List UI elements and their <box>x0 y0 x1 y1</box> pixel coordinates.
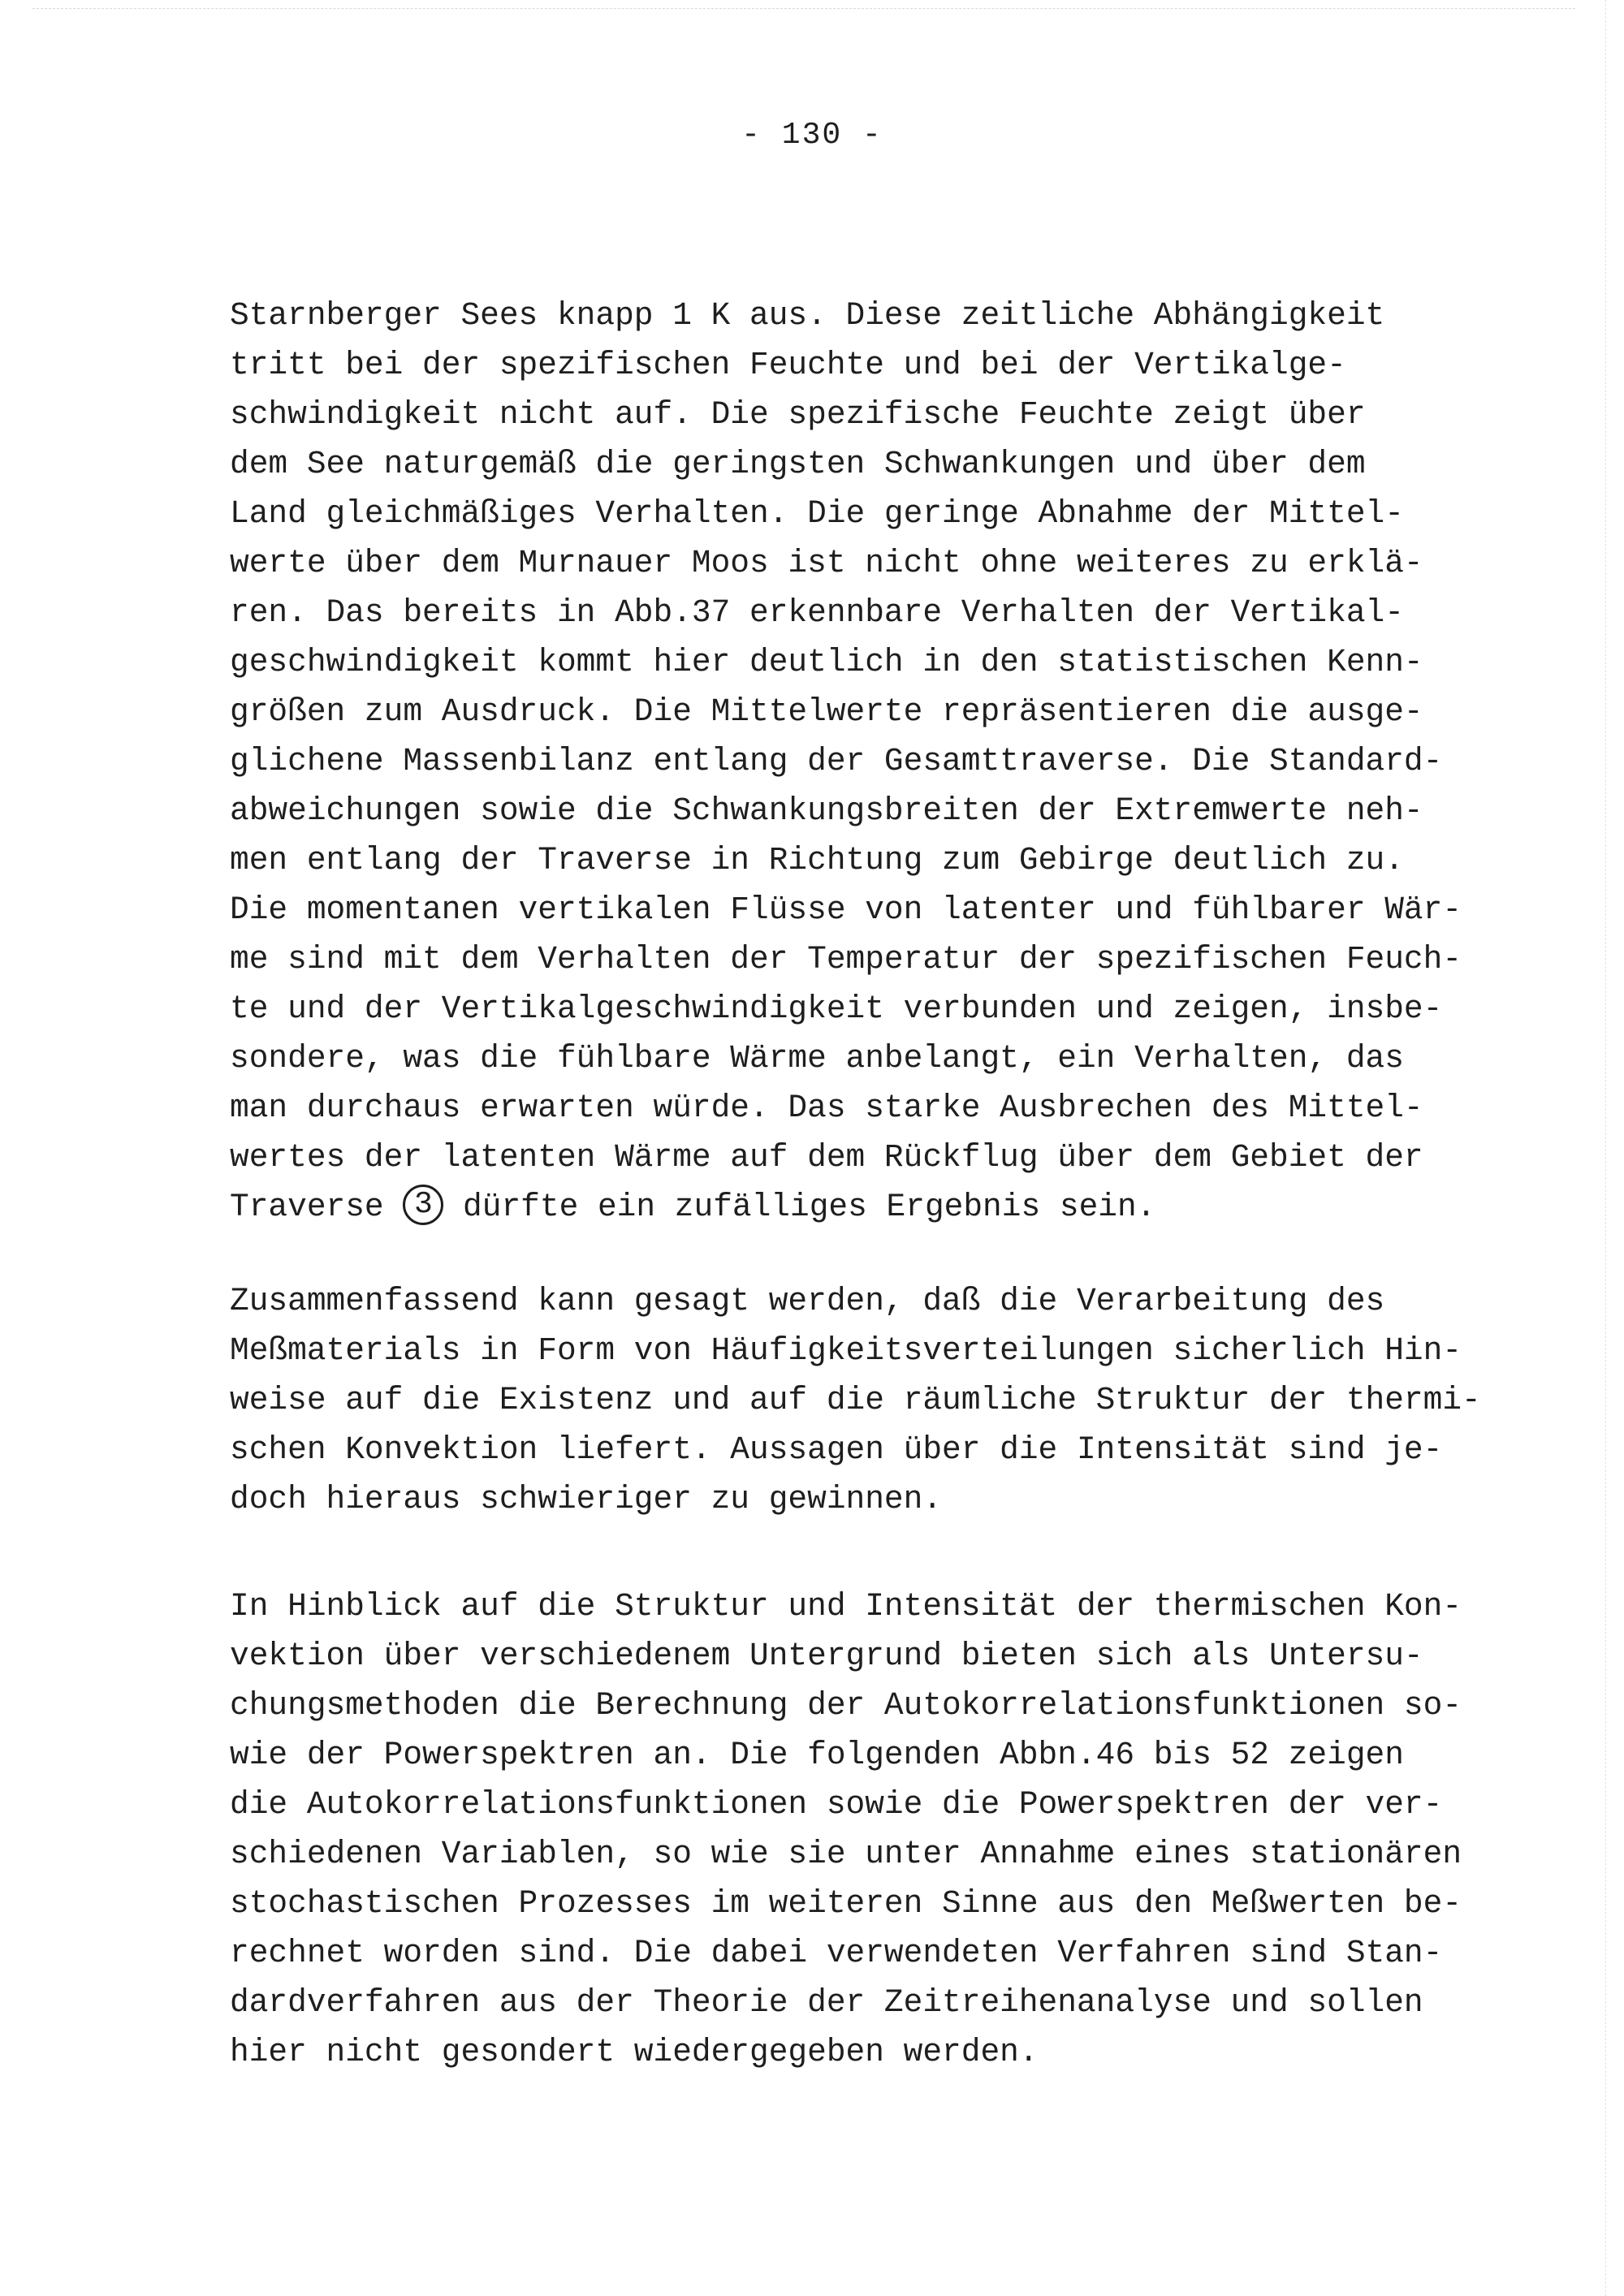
text-line: sondere, was die fühlbare Wärme anbelangt, ein Verhalten, das <box>230 1040 1404 1077</box>
text-fragment: Traverse <box>230 1189 404 1225</box>
paragraph-2 <box>230 1276 1513 1524</box>
text-line: weise auf die Existenz und auf die räumliche Struktur der thermi- <box>230 1382 1481 1418</box>
text-line: schwindigkeit nicht auf. Die spezifische Feuchte zeigt über <box>230 396 1366 433</box>
text-line: die Autokorrelationsfunktionen sowie die Powerspektren der ver- <box>230 1786 1443 1823</box>
text-line: Meßmaterials in Form von Häufigkeitsverteilungen sicherlich Hin- <box>230 1332 1462 1369</box>
text-line: vektion über verschiedenem Untergrund bieten sich als Untersu- <box>230 1638 1423 1674</box>
page-number: - 130 - <box>741 118 883 153</box>
text-line: wertes der latenten Wärme auf dem Rückflug über dem Gebiet der <box>230 1139 1423 1176</box>
text-fragment: dürfte ein zufälliges Ergebnis sein. <box>443 1189 1156 1225</box>
text-line: wie der Powerspektren an. Die folgenden Abbn.46 bis 52 zeigen <box>230 1737 1404 1773</box>
text-line: stochastischen Prozesses im weiteren Sinne aus den Meßwerten be- <box>230 1885 1462 1922</box>
text-line: te und der Vertikalgeschwindigkeit verbunden und zeigen, insbe- <box>230 990 1443 1027</box>
text-line: dardverfahren aus der Theorie der Zeitreihenanalyse und sollen <box>230 1984 1423 2021</box>
text-line: tritt bei der spezifischen Feuchte und bei der Vertikalge- <box>230 347 1346 383</box>
text-line: Zusammenfassend kann gesagt werden, daß die Verarbeitung des <box>230 1283 1385 1319</box>
text-line: doch hieraus schwieriger zu gewinnen. <box>230 1481 943 1517</box>
text-line: chungsmethoden die Berechnung der Autokorrelationsfunktionen so- <box>230 1687 1462 1724</box>
text-line: me sind mit dem Verhalten der Temperatur der spezifischen Feuch- <box>230 941 1462 978</box>
scan-edge-right <box>1605 0 1606 2296</box>
text-line: geschwindigkeit kommt hier deutlich in den statistischen Kenn- <box>230 644 1423 680</box>
text-line: Land gleichmäßiges Verhalten. Die geringe Abnahme der Mittel- <box>230 495 1404 532</box>
scan-edge-top <box>32 8 1575 9</box>
text-line: Die momentanen vertikalen Flüsse von latenter und fühlbarer Wär- <box>230 891 1462 928</box>
paragraph-1 <box>230 291 1513 1232</box>
text-line: In Hinblick auf die Struktur und Intensität der thermischen Kon- <box>230 1588 1462 1625</box>
text-line: schiedenen Variablen, so wie sie unter Annahme eines stationären <box>230 1836 1462 1872</box>
text-line: schen Konvektion liefert. Aussagen über die Intensität sind je- <box>230 1431 1443 1468</box>
text-line: men entlang der Traverse in Richtung zum Gebirge deutlich zu. <box>230 842 1404 878</box>
text-line: rechnet worden sind. Die dabei verwendeten Verfahren sind Stan- <box>230 1935 1443 1971</box>
text-line: glichene Massenbilanz entlang der Gesamttraverse. Die Standard- <box>230 743 1443 779</box>
text-line: man durchaus erwarten würde. Das starke Ausbrechen des Mittel- <box>230 1090 1423 1126</box>
text-line: dem See naturgemäß die geringsten Schwankungen und über dem <box>230 446 1366 482</box>
text-line: ren. Das bereits in Abb.37 erkennbare Verhalten der Vertikal- <box>230 594 1404 631</box>
paragraph-3 <box>230 1582 1513 2077</box>
text-line: werte über dem Murnauer Moos ist nicht ohne weiteres zu erklä- <box>230 545 1423 581</box>
text-line: Starnberger Sees knapp 1 K aus. Diese zeitliche Abhängigkeit <box>230 297 1385 334</box>
text-line: abweichungen sowie die Schwankungsbreiten der Extremwerte neh- <box>230 792 1423 829</box>
circled-number-marker: 3 <box>403 1185 443 1225</box>
text-line: hier nicht gesondert wiedergegeben werden. <box>230 2034 1039 2070</box>
text-line-last <box>230 1182 1513 1232</box>
text-line: größen zum Ausdruck. Die Mittelwerte repräsentieren die ausge- <box>230 693 1423 730</box>
